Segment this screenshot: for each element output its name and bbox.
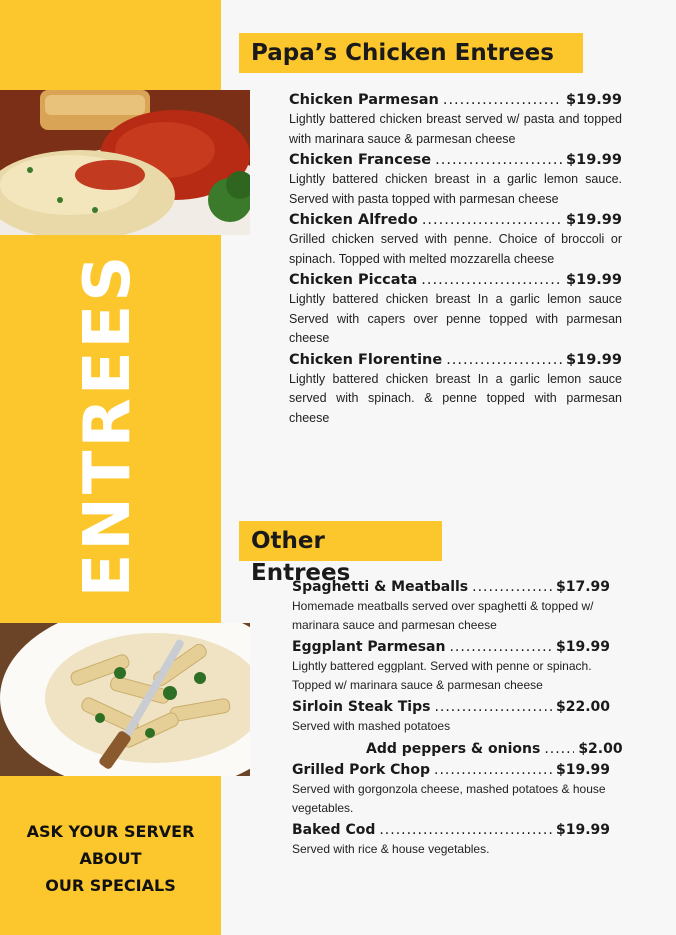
item-price: $19.99 <box>555 762 610 778</box>
item-description: Grilled chicken served with penne. Choice of broccoli or spinach. Topped with melted mozzarella cheese <box>289 232 622 266</box>
menu-item <box>292 820 610 859</box>
menu-item <box>292 577 610 635</box>
menu-item <box>289 270 622 349</box>
dot-leader <box>434 760 552 780</box>
item-description: Served with gorgonzola cheese, mashed potatoes & house vegetables. <box>292 782 606 815</box>
item-price: $19.99 <box>555 639 610 655</box>
item-name: Sirloin Steak Tips <box>292 699 431 715</box>
section-title-other: Other Entrees <box>239 521 442 561</box>
item-name: Chicken Piccata <box>289 272 418 288</box>
ask-server-specials <box>0 818 221 899</box>
addon-name: Add peppers & onions <box>366 741 541 757</box>
item-price: $19.99 <box>566 212 622 228</box>
dot-leader <box>443 90 562 110</box>
specials-line: OUR SPECIALS <box>45 876 176 895</box>
item-price: $19.99 <box>566 351 622 368</box>
item-name: Chicken Parmesan <box>289 92 439 108</box>
item-name: Grilled Pork Chop <box>292 762 431 778</box>
dot-leader <box>449 637 551 657</box>
item-description: Lightly battered chicken breast in a garlic lemon sauce. Served with pasta topped with parmesan cheese <box>289 172 622 206</box>
dot-leader <box>544 738 574 760</box>
item-name: Baked Cod <box>292 822 376 838</box>
item-name: Eggplant Parmesan <box>292 639 446 655</box>
item-price: $19.99 <box>566 272 622 288</box>
item-price: $22.00 <box>555 699 610 715</box>
dot-leader <box>422 210 562 230</box>
menu-item <box>292 697 610 736</box>
item-description: Served with mashed potatoes <box>292 719 451 733</box>
item-price: $19.99 <box>555 822 610 838</box>
item-name: Spaghetti & Meatballs <box>292 579 469 595</box>
dot-leader <box>446 350 562 370</box>
item-name: Chicken Florentine <box>289 351 443 368</box>
menu-item <box>289 350 622 429</box>
menu-item <box>289 90 622 149</box>
item-description: Homemade meatballs served over spaghetti & topped w/ marinara sauce and parmesan cheese <box>292 599 594 632</box>
specials-line: ASK YOUR SERVER <box>26 822 195 841</box>
dot-leader <box>472 577 552 597</box>
dot-leader <box>434 697 552 717</box>
section-title-chicken: Papa’s Chicken Entrees <box>239 33 583 73</box>
dot-leader <box>379 820 552 840</box>
item-description: Lightly battered chicken breast served w/ pasta and topped with marinara sauce & parmesan cheese <box>289 112 622 146</box>
item-name: Chicken Francese <box>289 152 432 168</box>
vertical-entrees-title: ENTREES <box>71 252 145 598</box>
dot-leader <box>421 270 562 290</box>
item-description: Lightly battered eggplant. Served with penne or spinach. Topped w/ marinara sauce & parmesan cheese <box>292 659 592 692</box>
item-description: Lightly battered chicken breast In a garlic lemon sauce served with spinach. & penne topped with parmesan cheese <box>289 371 622 425</box>
item-price: $17.99 <box>555 579 610 595</box>
dot-leader <box>435 150 562 170</box>
addon-item <box>292 738 623 760</box>
specials-line: ABOUT <box>79 849 142 868</box>
menu-item <box>289 210 622 269</box>
other-entrees-list <box>292 577 623 861</box>
addon-price: $2.00 <box>578 741 623 757</box>
chicken-parmesan-photo <box>0 90 250 235</box>
item-price: $19.99 <box>566 152 622 168</box>
menu-item <box>289 150 622 209</box>
item-description: Lightly battered chicken breast In a garlic lemon sauce Served with capers over penne topped with parmesan cheese <box>289 292 622 345</box>
item-price: $19.99 <box>566 92 622 108</box>
menu-item <box>292 760 610 818</box>
item-name: Chicken Alfredo <box>289 212 418 228</box>
item-description: Served with rice & house vegetables. <box>292 842 490 856</box>
penne-alfredo-photo <box>0 623 250 776</box>
chicken-entrees-list <box>289 90 622 429</box>
menu-item <box>292 637 610 695</box>
